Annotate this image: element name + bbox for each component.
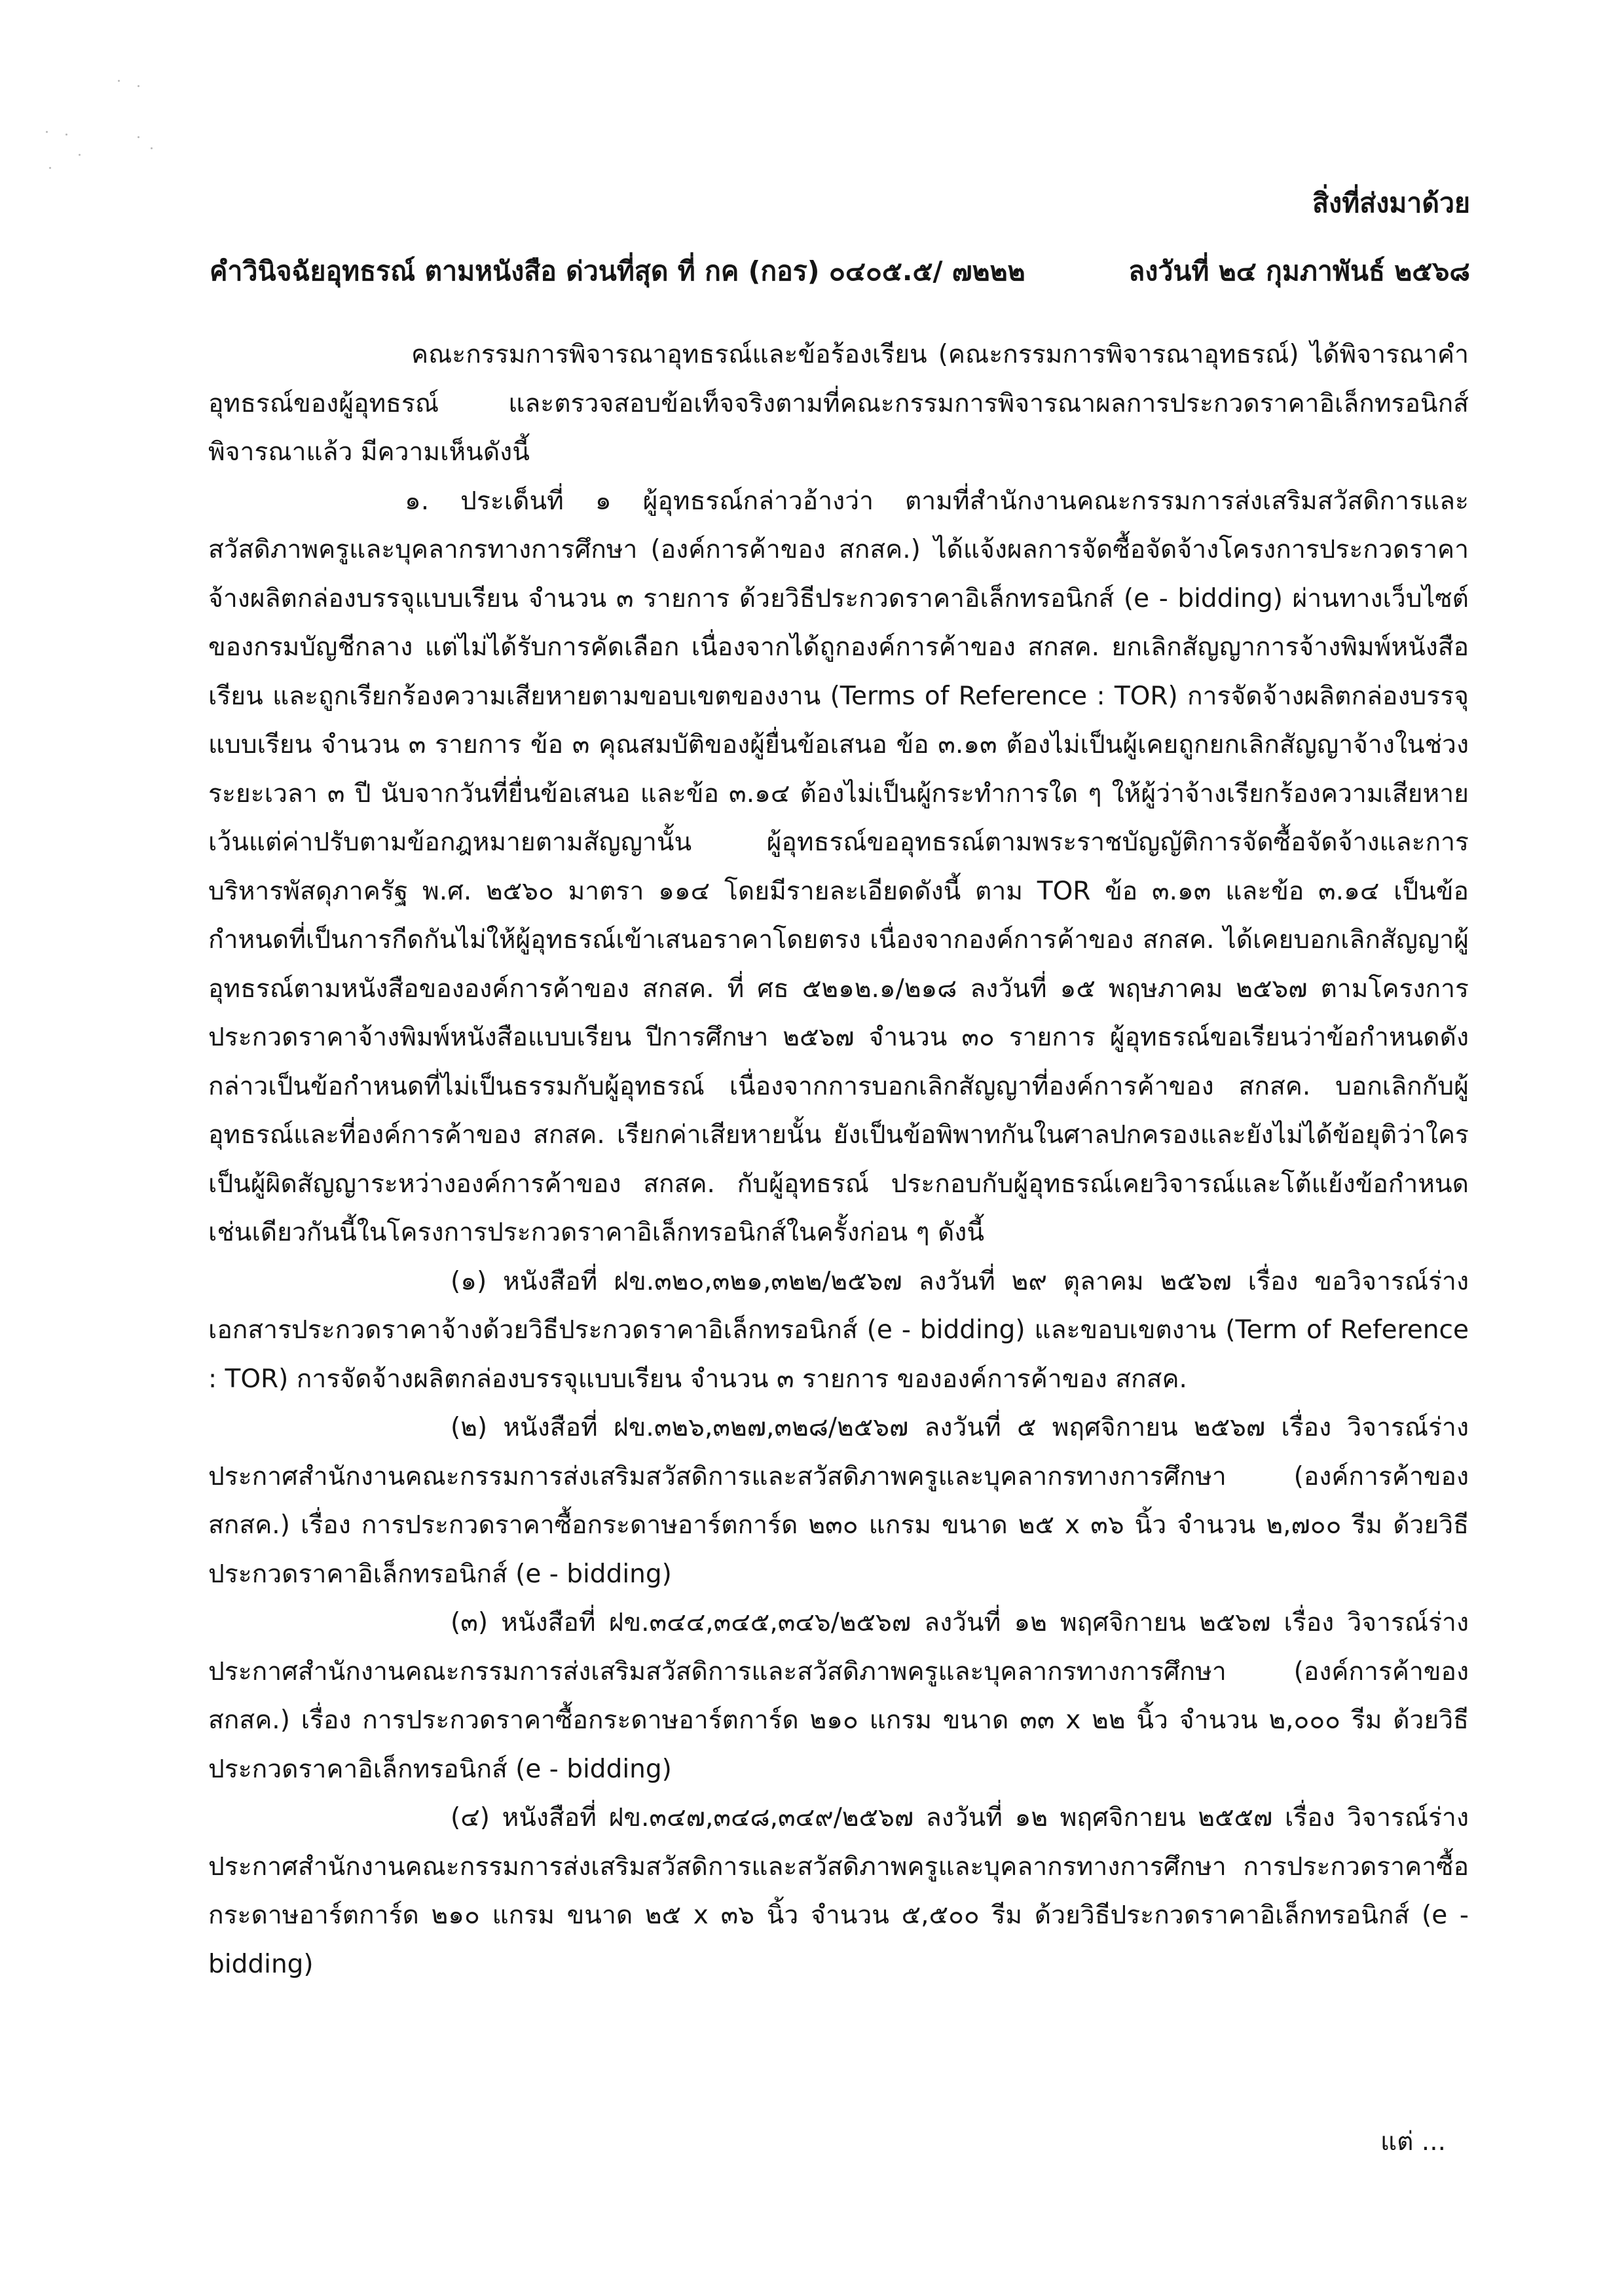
heading-date: ลงวันที่ ๒๔ กุมภาพันธ์ ๒๕๖๘ xyxy=(1128,255,1470,287)
heading-reference: คำวินิจฉัยอุทธรณ์ ตามหนังสือ ด่วนที่สุด ที่ กค (กอร) ๐๔๐๕.๕/ ๗๒๒๒ xyxy=(210,255,1025,287)
paragraph-letter-4: (๔) หนังสือที่ ฝข.๓๔๗,๓๔๘,๓๔๙/๒๕๖๗ ลงวันที่ ๑๒ พฤศจิกายน ๒๕๕๗ เรื่อง วิจารณ์ร่างประกาศสำนักงานคณะกรรมการส่งเสริมสวัสดิการและสวัสดิภาพครูและบุคลากรทางการศึกษา การประกวดราคาซื้อกระดาษอาร์ตการ์ด ๒๑๐ แกรม ขนาด ๒๕ x ๓๖ นิ้ว จำนวน ๕,๕๐๐ รีม ด้วยวิธีประกวดราคาอิเล็กทรอนิกส์ (e - bidding) xyxy=(208,1803,1469,1979)
continuation-marker: แต่ ... xyxy=(1380,2127,1446,2157)
paragraph-issue-1: ๑. ประเด็นที่ ๑ ผู้อุทธรณ์กล่าวอ้างว่า ตามที่สำนักงานคณะกรรมการส่งเสริมสวัสดิการและสวัสดิภาพครูและบุคลากรทางการศึกษา (องค์การค้าของ สกสค.) ได้แจ้งผลการจัดซื้อจัดจ้างโครงการประกวดราคาจ้างผลิตกล่องบรรจุแบบเรียน จำนวน ๓ รายการ ด้วยวิธีประกวดราคาอิเล็กทรอนิกส์ (e - bidding) ผ่านทางเว็บไซต์ของกรมบัญชีกลาง แต่ไม่ได้รับการคัดเลือก เนื่องจากได้ถูกองค์การค้าของ สกสค. ยกเลิกสัญญาการจ้างพิมพ์หนังสือเรียน และถูกเรียกร้องความเสียหายตามขอบเขตของงาน (Terms of Reference : TOR) การจัดจ้างผลิตกล่องบรรจุแบบเรียน จำนวน ๓ รายการ ข้อ ๓ คุณสมบัติของผู้ยื่นข้อเสนอ ข้อ ๓.๑๓ ต้องไม่เป็นผู้เคยถูกยกเลิกสัญญาจ้างในช่วงระยะเวลา ๓ ปี นับจากวันที่ยื่นข้อเสนอ และข้อ ๓.๑๔ ต้องไม่เป็นผู้กระทำการใด ๆ ให้ผู้ว่าจ้างเรียกร้องความเสียหาย เว้นแต่ค่าปรับตามข้อกฎหมายตามสัญญานั้น ผู้อุทธรณ์ขออุทธรณ์ตามพระราชบัญญัติการจัดซื้อจัดจ้างและการบริหารพัสดุภาครัฐ พ.ศ. ๒๕๖๐ มาตรา ๑๑๔ โดยมีรายละเอียดดังนี้ ตาม TOR ข้อ ๓.๑๓ และข้อ ๓.๑๔ เป็นข้อกำหนดที่เป็นการกีดกันไม่ให้ผู้อุทธรณ์เข้าเสนอราคาโดยตรง เนื่องจากองค์การค้าของ สกสค. ได้เคยบอกเลิกสัญญาผู้อุทธรณ์ตามหนังสือขององค์การค้าของ สกสค. ที่ ศธ ๕๒๑๒.๑/๒๑๘ ลงวันที่ ๑๕ พฤษภาคม ๒๕๖๗ ตามโครงการประกวดราคาจ้างพิมพ์หนังสือแบบเรียน ปีการศึกษา ๒๕๖๗ จำนวน ๓๐ รายการ ผู้อุทธรณ์ขอเรียนว่าข้อกำหนดดังกล่าวเป็นข้อกำหนดที่ไม่เป็นธรรมกับผู้อุทธรณ์ เนื่องจากการบอกเลิกสัญญาที่องค์การค้าของ สกสค. บอกเลิกกับผู้อุทธรณ์และที่องค์การค้าของ สกสค. เรียกค่าเสียหายนั้น ยังเป็นข้อพิพาทกันในศาลปกครองและยังไม่ได้ข้อยุติว่าใครเป็นผู้ผิดสัญญาระหว่างองค์การค้าของ สกสค. กับผู้อุทธรณ์ ประกอบกับผู้อุทธรณ์เคยวิจารณ์และโต้แย้งข้อกำหนดเช่นเดียวกันนี้ในโครงการประกวดราคาอิเล็กทรอนิกส์ในครั้งก่อน ๆ ดังนี้ xyxy=(208,486,1469,1247)
paragraph-letter-3: (๓) หนังสือที่ ฝข.๓๔๔,๓๔๕,๓๔๖/๒๕๖๗ ลงวันที่ ๑๒ พฤศจิกายน ๒๕๖๗ เรื่อง วิจารณ์ร่างประกาศสำนักงานคณะกรรมการส่งเสริมสวัสดิการและสวัสดิภาพครูและบุคลากรทางการศึกษา (องค์การค้าของ สกสค.) เรื่อง การประกวดราคาซื้อกระดาษอาร์ตการ์ด ๒๑๐ แกรม ขนาด ๓๓ x ๒๒ นิ้ว จำนวน ๒,๐๐๐ รีม ด้วยวิธีประกวดราคาอิเล็กทรอนิกส์ (e - bidding) xyxy=(208,1608,1469,1784)
document-body xyxy=(208,331,1469,1989)
attachment-label: สิ่งที่ส่งมาด้วย xyxy=(1312,187,1470,219)
scan-specks xyxy=(39,72,170,177)
paragraph-intro: คณะกรรมการพิจารณาอุทธรณ์และข้อร้องเรียน (คณะกรรมการพิจารณาอุทธรณ์) ได้พิจารณาคำอุทธรณ์ของผู้อุทธรณ์ และตรวจสอบข้อเท็จจริงตามที่คณะกรรมการพิจารณาผลการประกวดราคาอิเล็กทรอนิกส์พิจารณาแล้ว มีความเห็นดังนี้ xyxy=(208,340,1469,467)
document-heading xyxy=(210,250,1470,293)
paragraph-letter-2: (๒) หนังสือที่ ฝข.๓๒๖,๓๒๗,๓๒๘/๒๕๖๗ ลงวันที่ ๕ พฤศจิกายน ๒๕๖๗ เรื่อง วิจารณ์ร่างประกาศสำนักงานคณะกรรมการส่งเสริมสวัสดิการและสวัสดิภาพครูและบุคลากรทางการศึกษา (องค์การค้าของ สกสค.) เรื่อง การประกวดราคาซื้อกระดาษอาร์ตการ์ด ๒๓๐ แกรม ขนาด ๒๕ x ๓๖ นิ้ว จำนวน ๒,๗๐๐ รีม ด้วยวิธีประกวดราคาอิเล็กทรอนิกส์ (e - bidding) xyxy=(208,1413,1469,1589)
paragraph-letter-1: (๑) หนังสือที่ ฝข.๓๒๐,๓๒๑,๓๒๒/๒๕๖๗ ลงวันที่ ๒๙ ตุลาคม ๒๕๖๗ เรื่อง ขอวิจารณ์ร่างเอกสารประกวดราคาจ้างด้วยวิธีประกวดราคาอิเล็กทรอนิกส์ (e - bidding) และขอบเขตงาน (Term of Reference : TOR) การจัดจ้างผลิตกล่องบรรจุแบบเรียน จำนวน ๓ รายการ ขององค์การค้าของ สกสค. xyxy=(208,1266,1469,1394)
